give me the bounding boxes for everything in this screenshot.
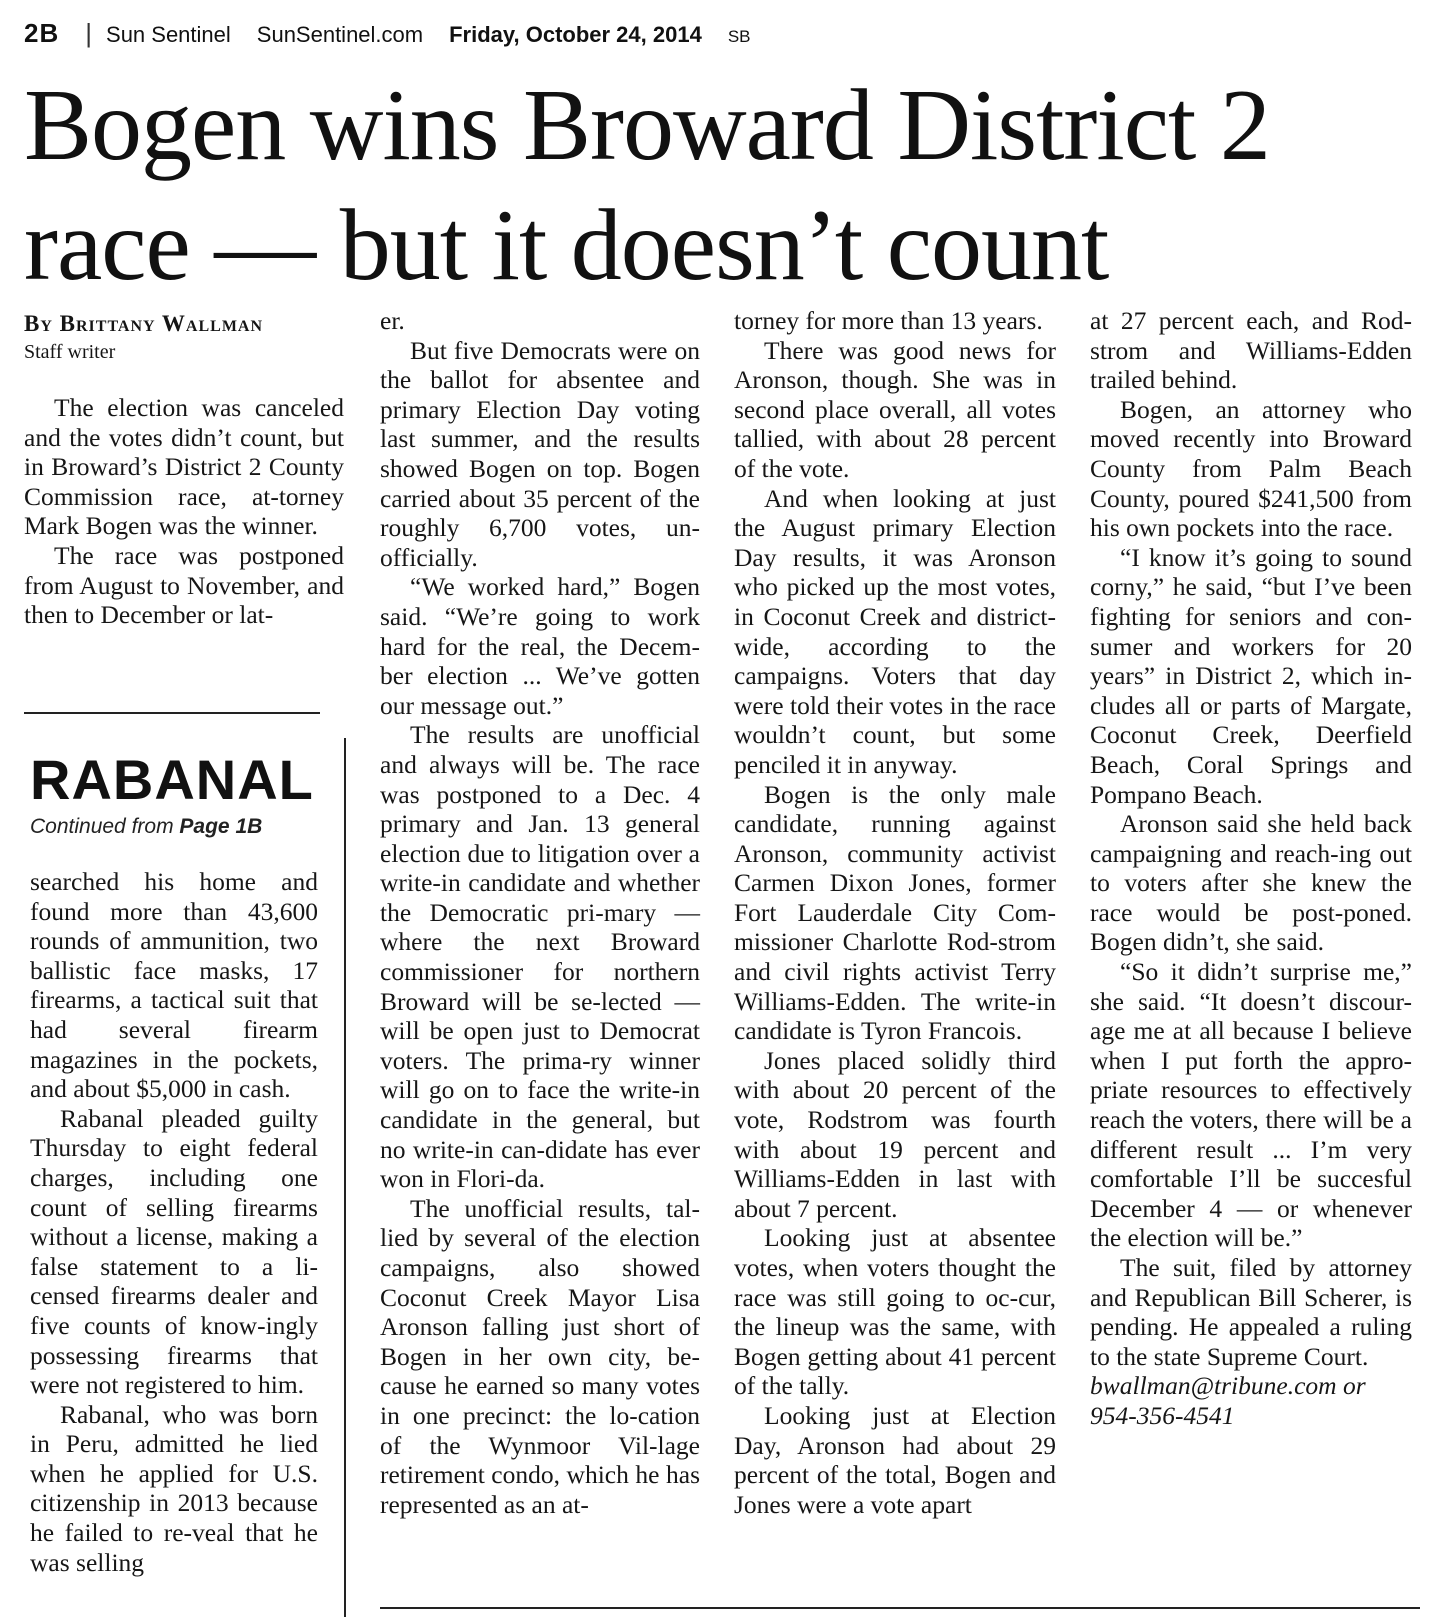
folio-separator: | <box>85 18 93 48</box>
issue-date: Friday, October 24, 2014 <box>449 22 702 47</box>
article-paragraph: But five Democrats were on the ballot for absentee and primary Election Day voting last summer, and the results showed Bogen on top. Bogen carried about 35 percent of the roughly 6,700 votes, un-officially. <box>380 335 700 572</box>
jump-paragraph-continued: searched his home and found more than 43,600 rounds of ammunition, two ballistic face masks, 17 firearms, a tactical suit that had several firearm magazines in the pockets, and about $5,000 in cash. <box>30 867 318 1104</box>
edition-code: SB <box>727 27 751 46</box>
jump-top-rule <box>24 712 320 714</box>
jump-paragraph: Rabanal, who was born in Peru, admitted he lied when he applied for U.S. citizenship in 2013 because he failed to re-veal that he was selling <box>30 1399 318 1577</box>
continued-page-ref: Page 1B <box>179 815 263 838</box>
article-paragraph: There was good news for Aronson, though. She was in second place overall, all votes tallied, with about 28 percent of the vote. <box>734 335 1056 483</box>
article-column-3 <box>734 306 1056 1519</box>
byline <box>24 311 354 364</box>
article-paragraph-continued: torney for more than 13 years. <box>734 306 1043 335</box>
page-number: 2B <box>24 18 60 48</box>
page-folio <box>24 18 751 54</box>
byline-name: By Brittany Wallman <box>24 311 264 336</box>
article-paragraph: “I know it’s going to sound corny,” he said, “but I’ve been fighting for seniors and con-sumer and workers for 20 years” in District 2, which in-cludes all or parts of Margate, Coconut Creek, Deerfield Beach, Coral Springs and Pompano Beach. <box>1090 542 1412 809</box>
article-paragraph: Aronson said she held back campaigning and reach-ing out to voters after she knew the race would be post-poned. Bogen didn’t, she said. <box>1090 809 1412 957</box>
article-paragraph: Bogen, an attorney who moved recently into Broward County from Palm Beach County, poured $241,500 from his own pockets into the race. <box>1090 394 1412 543</box>
article-paragraph: And when looking at just the August primary Election Day results, it was Aronson who picked up the most votes, in Coconut Creek and district-wide, according to the campaigns. Voters that day were told their votes in the race wouldn’t count, but some penciled it in anyway. <box>734 483 1056 779</box>
article-paragraph: Looking just at Election Day, Aronson had about 29 percent of the total, Bogen and Jones were a vote apart <box>734 1400 1056 1519</box>
article-paragraph: “So it didn’t surprise me,” she said. “It doesn’t discour-age me at all because I believe when I put forth the appro-priate resources to effectively reach the voters, there will be a different result ... I’m very comfortable I’ll be succesful December 4 — or whenever the election will be.” <box>1090 957 1412 1253</box>
jump-column <box>30 867 318 1577</box>
byline-role: Staff writer <box>24 341 116 363</box>
column-divider <box>344 738 346 1617</box>
article-column-1 <box>24 393 344 630</box>
bottom-rule <box>380 1607 1420 1609</box>
article-paragraph: Bogen is the only male candidate, running against Aronson, community activist Carmen Dixon Jones, former Fort Lauderdale City Com-missioner Charlotte Rod-strom and civil rights activist Terry Williams-Edden. The write-in candidate is Tyron Francois. <box>734 779 1056 1046</box>
publication-website: SunSentinel.com <box>256 22 424 47</box>
article-paragraph: The election was canceled and the votes didn’t count, but in Broward’s District 2 County Commission race, at-torney Mark Bogen was the winner. <box>24 393 344 541</box>
article-paragraph-continued: er. <box>380 306 405 335</box>
jump-paragraph: Rabanal pleaded guilty Thursday to eight federal charges, including one count of selling firearms without a license, making a false statement to a li-censed firearms dealer and five counts of know-ingly possessing firearms that were not registered to him. <box>30 1103 318 1400</box>
article-paragraph: The suit, filed by attorney and Republican Bill Scherer, is pending. He appealed a ruling to the state Supreme Court. <box>1090 1253 1412 1371</box>
jump-continued-line <box>30 815 262 839</box>
article-paragraph: Jones placed solidly third with about 20 percent of the vote, Rodstrom was fourth with about 19 percent and Williams-Edden in last with about 7 percent. <box>734 1045 1056 1223</box>
article-column-4 <box>1090 306 1412 1431</box>
article-paragraph: The results are unofficial and always will be. The race was postponed to a Dec. 4 primary and Jan. 13 general election due to litigation over a write-in candidate and whether the Democratic pri-mary — where the next Broward commissioner for northern Broward will be se-lected — will be open just to Democrat voters. The prima-ry winner will go on to face the write-in candidate in the general, but no write-in can-didate has ever won in Flori-da. <box>380 720 700 1194</box>
article-paragraph-continued: at 27 percent each, and Rod-strom and Williams-Edden trailed behind. <box>1090 306 1412 395</box>
article-paragraph: “We worked hard,” Bogen said. “We’re going to work hard for the real, the Decem-ber election ... We’ve gotten our message out.” <box>380 572 700 720</box>
article-paragraph: Looking just at absentee votes, when voters thought the race was still going to oc-cur, the lineup was the same, with Bogen getting about 41 percent of the tally. <box>734 1223 1056 1401</box>
article-paragraph: The unofficial results, tal-lied by several of the election campaigns, also showed Coconut Creek Mayor Lisa Aronson falling just short of Bogen in her own city, be-cause he earned so many votes in one precinct: the lo-cation of the Wynmoor Vil-lage retirement condo, which he has represented as an at- <box>380 1193 700 1519</box>
article-column-2 <box>380 306 700 1519</box>
headline: Bogen wins Broward District 2 race — but it doesn’t count <box>24 69 1270 302</box>
article-paragraph: The race was postponed from August to November, and then to December or lat- <box>24 540 344 630</box>
continued-from-label: Continued from <box>30 815 174 838</box>
jump-headline: RABANAL <box>30 748 314 811</box>
publication-name: Sun Sentinel <box>106 22 231 47</box>
author-contact: bwallman@tribune.com or 954-356-4541 <box>1090 1371 1366 1430</box>
